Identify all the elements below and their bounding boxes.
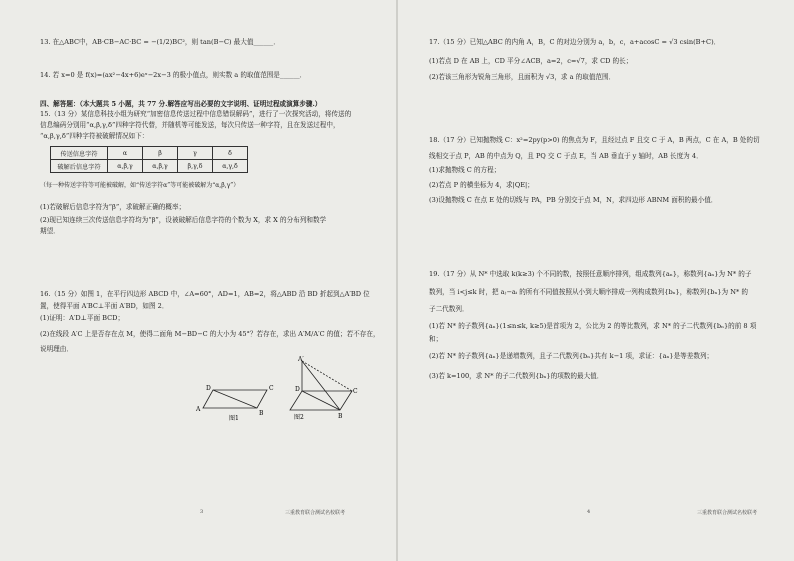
question-18-line: (1)求抛物线 C 的方程； [429,166,501,174]
question-19-line: 数列，当 i<j≤k 时，把 aⱼ−aᵢ 的所有不同值按照从小到大顺序排成一列构成数列{bₙ}，称数列{bₙ}为 N* 的 [429,288,749,296]
table-cell: δ [213,147,248,160]
question-18-line: (3)设抛物线 C 在点 E 处的切线与 PA，PB 分别交于点 M，N，求四边形 ABNM 面积的最小值． [429,196,718,204]
figure-label: C [353,388,358,395]
question-17-line: (2)若该三角形为锐角三角形，且面积为 √3，求 a 的取值范围． [429,73,616,81]
figure-label: B [259,410,264,417]
question-19-line: 和； [429,335,443,343]
figure-label: B [338,413,343,420]
figure-label: A [196,406,201,413]
question-16-line: 置，使得平面 A′BC⊥平面 A′BD，如图 2． [40,302,169,310]
figure-label: D [206,385,211,392]
table-cell: β,γ,δ [178,160,213,173]
question-16-line: (1)证明：A′D⊥平面 BCD； [40,314,125,322]
question-18-line: 18.（17 分）已知抛物线 C：x²=2py(p>0) 的焦点为 F，且经过点 F 且交 C 于 A，B 两点，C 在 A，B 处的切 [429,136,760,144]
figure-1-parallelogram [195,380,275,422]
section-heading: 四、解答题：（本大题共 5 小题，共 77 分.解答应写出必要的文字说明、证明过程或演算步骤.） [40,100,322,108]
right-page [397,0,794,561]
figure-2-tetrahedron [280,355,360,425]
table-cell: α [108,147,143,160]
figure-label: D [295,386,300,393]
question-16-line: (2)在线段 A′C 上是否存在点 M，使得二面角 M−BD−C 的大小为 45°？若存在，求出 A′M/A′C 的值；若不存在， [40,330,380,338]
question-13: 13. 在△ABC中，AB·CB−AC·BC = −(1/2)BC²，则 tan(B−C) 最大值______． [40,38,280,46]
question-19-line: (1)若 N* 的子数列{aₙ}(1≤n≤k, k≥5)是首项为 2，公比为 2 的等比数列，求 N* 的子二代数列{bₙ}的前 8 项 [429,322,757,330]
question-16-line: 说明理由． [40,345,73,353]
question-15-part-1: (1)若破解后信息字符为“β”，求破解正确的概率； [40,203,186,211]
question-18-line: (2)若点 P 的横坐标为 4，求|QE|； [429,181,534,189]
table-row [51,160,248,173]
encoding-table [50,146,248,173]
page-footer: 三重教育联合测试名校联考 [285,510,346,516]
question-14: 14. 若 x=0 是 f(x)=(ax²−4x+6)eˣ−2x−3 的极小值点，则实数 a 的取值范围是______． [40,71,307,79]
question-15-line: “α,β,γ,δ”四种字符被破解情况如下： [40,132,149,140]
table-cell: α,γ,δ [213,160,248,173]
table-cell: 破解后信息字符 [51,160,108,173]
page-footer: 三重教育联合测试名校联考 [697,510,758,516]
figure-label: A′ [298,356,304,363]
question-15-line: 15.（13 分）某信息科技小组为研究“加密信息传送过程中信息错误解码”，进行了一次探究活动，将传送的 [40,110,352,118]
figure-1-caption: 图1 [229,415,239,422]
question-15-part-2: 期望． [40,227,60,235]
table-cell: β [143,147,178,160]
question-15-line: 信息编码分别用“α,β,γ,δ”四种字符代替，并随机等可能发送，每次只传送一种字符，且在发送过程中， [40,121,340,129]
table-cell: α,β,γ [143,160,178,173]
table-row [51,147,248,160]
table-cell: α,β,γ [108,160,143,173]
figure-2-caption: 图2 [294,414,304,421]
question-19-line: 19.（17 分）从 N* 中选取 k(k≥3) 个不同的数，按照任意顺序排列，组成数列{aₙ}，称数列{aₙ}为 N* 的子 [429,270,752,278]
table-cell: γ [178,147,213,160]
table-cell: 传送信息字符 [51,147,108,160]
question-16-line: 16.（15 分）如图 1，在平行四边形 ABCD 中，∠A=60°，AD=1，AB=2，将△ABD 沿 BD 折起到△A′BD 位 [40,290,370,298]
question-19-line: (3)若 k=100，求 N* 的子二代数列{bₙ}的项数的最大值． [429,372,604,380]
question-18-line: 线相交于点 P，AB 的中点为 Q，且 PQ 交 C 于点 E，当 AB 垂直于 y 轴时，AB 长度为 4． [429,152,703,160]
question-19-line: 子二代数列． [429,305,469,313]
question-19-line: (2)若 N* 的子数列{aₙ}是递增数列，且子二代数列{bₙ}共有 k−1 项，求证：{aₙ}是等差数列； [429,352,714,360]
question-17-line: (1)若点 D 在 AB 上，CD 平分∠ACB，a=2，c=√7，求 CD 的长； [429,57,633,65]
question-17-line: 17.（15 分）已知△ABC 的内角 A，B，C 的对边分别为 a，b，c，a+acosC = √3 csin(B+C)． [429,38,721,46]
page-number: 4 [587,509,591,515]
page-number: 3 [200,509,204,515]
table-note: （每一种传送字符等可能被破解，如“传送字符α”等可能被破解为“α,β,γ”） [40,182,240,189]
figure-label: C [269,385,274,392]
question-15-part-2: (2)现已知连续三次传送信息字符均为“β”，设被破解后信息字符的个数为 X，求 X 的分布列和数学 [40,216,327,224]
